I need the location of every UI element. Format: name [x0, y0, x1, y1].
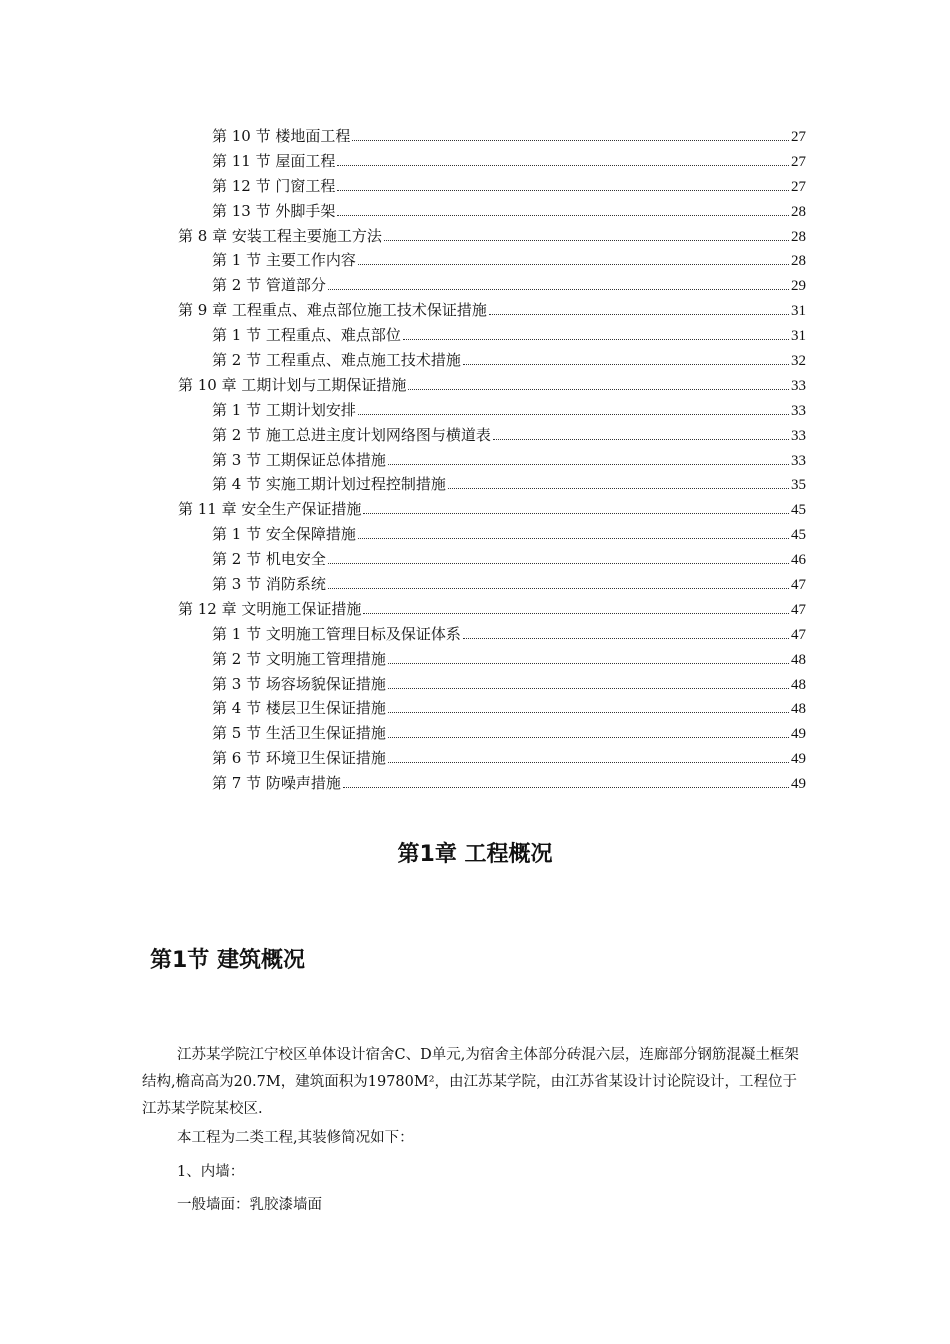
toc-dot-leader: [358, 537, 789, 539]
toc-dot-leader: [358, 413, 789, 415]
intro-paragraph: 江苏某学院江宁校区单体设计宿舍C、D单元,为宿舍主体部分砖混六层，连廊部分钢筋混凝土框架结构,檐高高为20.7M，建筑面积为19780M²，由江苏某学院，由江苏省某设计讨论院设计，工程位于江苏某学院某校区.: [142, 1047, 799, 1117]
toc-section-entry[interactable]: [178, 721, 806, 746]
chapter-heading: 第1章 工程概况: [397, 842, 553, 867]
toc-dot-leader: [463, 637, 789, 639]
toc-section-entry[interactable]: [178, 348, 806, 373]
toc-entry-title: 第 4 节 实施工期计划过程控制措施: [212, 475, 446, 494]
toc-page-number: 27: [791, 129, 806, 145]
toc-dot-leader: [493, 438, 789, 440]
toc-chapter-entry[interactable]: [178, 298, 806, 323]
toc-entry-title: 第 12 章 文明施工保证措施: [178, 599, 362, 618]
toc-section-entry[interactable]: [178, 672, 806, 697]
toc-entry-title: 第 2 节 管道部分: [212, 276, 326, 295]
toc-section-entry[interactable]: [178, 547, 806, 572]
toc-section-entry[interactable]: [178, 423, 806, 448]
toc-section-entry[interactable]: [178, 572, 806, 597]
toc-page-number: 28: [791, 228, 806, 245]
toc-entry-title: 第 5 节 生活卫生保证措施: [212, 724, 386, 743]
toc-entry-title: 第 9 章 工程重点、难点部位施工技术保证措施: [178, 301, 487, 320]
interior-wall-item: 1、内墙：: [177, 1164, 245, 1180]
toc-page-number: 49: [791, 751, 806, 768]
toc-page-number: 27: [791, 153, 806, 170]
toc-chapter-entry[interactable]: [178, 497, 806, 522]
toc-chapter-entry[interactable]: [178, 597, 806, 622]
toc-dot-leader: [343, 786, 789, 788]
toc-entry-title: 第 3 节 工期保证总体措施: [212, 450, 386, 469]
toc-section-entry[interactable]: [178, 149, 806, 174]
decoration-intro-paragraph: 本工程为二类工程,其装修简况如下：: [177, 1130, 414, 1146]
toc-chapter-entry[interactable]: [178, 224, 806, 249]
toc-entry-title: 第 1 节 工期计划安排: [212, 400, 356, 419]
toc-section-entry[interactable]: [178, 647, 806, 672]
toc-section-entry[interactable]: [178, 522, 806, 547]
toc-dot-leader: [408, 388, 789, 390]
toc-entry-title: 第 3 节 场容场貌保证措施: [212, 674, 386, 693]
table-of-contents: [178, 124, 806, 796]
toc-page-number: 49: [791, 776, 806, 793]
toc-entry-title: 第 8 章 安装工程主要施工方法: [178, 226, 382, 245]
toc-entry-title: 第 1 节 工程重点、难点部位: [212, 326, 401, 345]
toc-section-entry[interactable]: [178, 472, 806, 497]
toc-section-entry[interactable]: [178, 124, 806, 149]
toc-page-number: 45: [791, 527, 806, 544]
toc-dot-leader: [403, 338, 789, 340]
toc-dot-leader: [388, 736, 789, 738]
toc-page-number: 47: [791, 601, 806, 618]
toc-section-entry[interactable]: [178, 448, 806, 473]
toc-section-entry[interactable]: [178, 398, 806, 423]
toc-section-entry[interactable]: [178, 696, 806, 721]
toc-dot-leader: [463, 363, 789, 365]
toc-dot-leader: [363, 512, 789, 514]
toc-chapter-entry[interactable]: [178, 373, 806, 398]
toc-entry-title: 第 6 节 环境卫生保证措施: [212, 749, 386, 768]
toc-entry-title: 第 1 节 安全保障措施: [212, 525, 356, 544]
toc-dot-leader: [328, 587, 789, 589]
toc-page-number: 31: [791, 328, 806, 345]
general-wall-item: 一般墙面：乳胶漆墙面: [177, 1197, 322, 1213]
toc-entry-title: 第 12 节 门窗工程: [212, 176, 336, 195]
toc-dot-leader: [448, 487, 789, 489]
toc-section-entry[interactable]: [178, 273, 806, 298]
toc-dot-leader: [388, 711, 789, 713]
toc-page-number: 29: [791, 278, 806, 295]
toc-entry-title: 第 1 节 主要工作内容: [212, 251, 356, 270]
toc-dot-leader: [328, 288, 789, 290]
toc-page-number: 47: [791, 626, 806, 643]
toc-page-number: 49: [791, 726, 806, 743]
section-heading: 第1节 建筑概况: [150, 948, 305, 973]
toc-entry-title: 第 3 节 消防系统: [212, 575, 326, 594]
toc-page-number: 33: [791, 427, 806, 444]
toc-entry-title: 第 2 节 文明施工管理措施: [212, 649, 386, 668]
toc-page-number: 28: [791, 203, 806, 220]
toc-dot-leader: [388, 687, 789, 689]
toc-dot-leader: [384, 239, 789, 241]
toc-dot-leader: [388, 761, 789, 763]
toc-entry-title: 第 11 章 安全生产保证措施: [178, 500, 362, 519]
toc-page-number: 33: [791, 452, 806, 469]
toc-page-number: 33: [791, 377, 806, 394]
toc-section-entry[interactable]: [178, 248, 806, 273]
toc-section-entry[interactable]: [178, 771, 806, 796]
toc-section-entry[interactable]: [178, 199, 806, 224]
toc-dot-leader: [358, 263, 789, 265]
toc-page-number: 35: [791, 477, 806, 494]
toc-dot-leader: [337, 214, 789, 216]
toc-page-number: 45: [791, 502, 806, 519]
toc-entry-title: 第 4 节 楼层卫生保证措施: [212, 699, 386, 718]
toc-entry-title: 第 2 节 机电安全: [212, 550, 326, 569]
toc-page-number: 32: [791, 353, 806, 370]
toc-page-number: 28: [791, 253, 806, 270]
toc-entry-title: 第 11 节 屋面工程: [212, 151, 336, 170]
toc-entry-title: 第 10 章 工期计划与工期保证措施: [178, 375, 407, 394]
toc-entry-title: 第 2 节 施工总进主度计划网络图与横道表: [212, 425, 491, 444]
toc-section-entry[interactable]: [178, 174, 806, 199]
toc-dot-leader: [337, 164, 789, 166]
toc-page-number: 48: [791, 701, 806, 718]
toc-page-number: 46: [791, 552, 806, 569]
toc-entry-title: 第 10 节 楼地面工程: [212, 127, 351, 145]
toc-dot-leader: [352, 139, 789, 141]
toc-section-entry[interactable]: [178, 323, 806, 348]
toc-dot-leader: [388, 463, 789, 465]
toc-section-entry[interactable]: [178, 622, 806, 647]
toc-page-number: 33: [791, 402, 806, 419]
toc-entry-title: 第 13 节 外脚手架: [212, 201, 336, 220]
toc-entry-title: 第 2 节 工程重点、难点施工技术措施: [212, 351, 461, 370]
toc-page-number: 31: [791, 303, 806, 320]
toc-page-number: 27: [791, 178, 806, 195]
toc-dot-leader: [363, 612, 789, 614]
toc-entry-title: 第 7 节 防噪声措施: [212, 774, 341, 793]
toc-dot-leader: [328, 562, 789, 564]
toc-section-entry[interactable]: [178, 746, 806, 771]
toc-dot-leader: [388, 662, 789, 664]
toc-page-number: 48: [791, 651, 806, 668]
toc-dot-leader: [337, 189, 789, 191]
toc-page-number: 48: [791, 676, 806, 693]
toc-entry-title: 第 1 节 文明施工管理目标及保证体系: [212, 624, 461, 643]
toc-page-number: 47: [791, 577, 806, 594]
toc-dot-leader: [489, 313, 789, 315]
